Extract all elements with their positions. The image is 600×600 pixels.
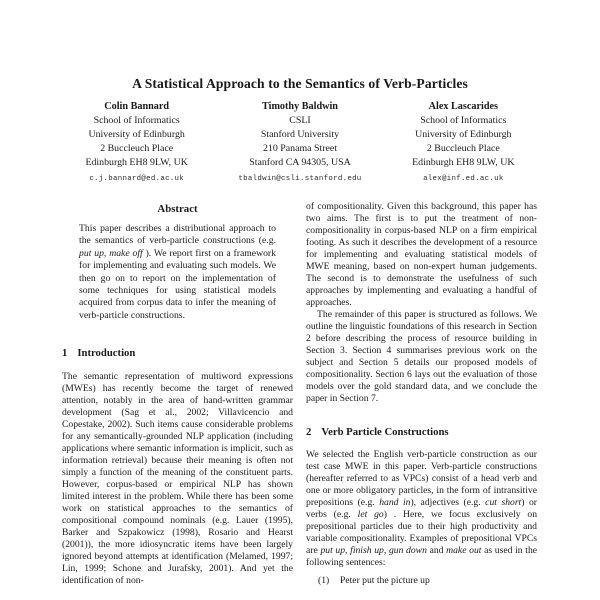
example-text: Peter put the picture up [340,575,430,586]
section-1-number: 1 [62,347,68,360]
author-affiliation-line: School of Informatics [420,115,507,126]
author-affiliation-line: 2 Buccleuch Place [100,142,174,154]
outline-paragraph: The remainder of this paper is structured as follows. We outline the linguistic foundations of this research in Section 2 before describing the process of resource building in Section 3. Section 4 summarises previous work on the subject and Section 5 details our proposed models of compositionality. Section 6 lays out the evaluation of those models over the gold standard data, and we conclude the paper in Section 7. [306,309,537,404]
right-column [306,199,537,600]
left-column [62,199,293,600]
author-affiliation-line: Edinburgh EH8 9LW, UK [412,156,515,168]
author-affiliation-line: University of Edinburgh [88,128,185,140]
author-email: c.j.bannard@ed.ac.uk [89,174,185,183]
abstract-text: This paper describes a distributional approach to the semantics of verb-particle constructions (e.g. put up, make off ). We report first on a framework for implementing and evaluating such models. We then go on to report on the implementation of some techniques for using statistical models acquired from corpus data to infer the meaning of verb-particle constructions. [79,223,277,321]
author-email: alex@inf.ed.ac.uk [423,174,504,183]
intro-paragraph: The semantic representation of multiword expressions (MWEs) has recently become the target of renewed attention, notably in the area of hand-written grammar development (Sag et al., 2002; Villavicencio and Copestake, 2002). Such items cause considerable problems for any semantically-grounded NLP application (including applications where semantic information is implicit, such as information retrieval) because their meaning is often not simply a function of the meaning of the constituent parts. However, corpus-based or empirical NLP has shown limited interest in the problem. While there has been some work on statistical approaches to the semantics of compositional compound nominals (e.g. Lauer (1995), Barker and Szpakowicz (1998), Rosario and Hearst (2001)), the more idiosyncratic items have been largely ignored beyond attempts at identification (Melamed, 1997; Lin, 1999; Schone and Jurafsky, 2001). And yet the identification of non- [62,371,293,587]
section-2-heading [306,426,537,439]
author-affiliation-line: School of Informatics [93,115,180,126]
paper-title: A Statistical Approach to the Semantics of Verb-Particles [132,76,468,91]
example-number: (1) [318,575,330,586]
author-name: Timothy Baldwin [262,101,338,112]
author-affiliation-line: CSLI [289,115,311,126]
section-1-heading [62,347,293,360]
author-affiliation-line: 210 Panama Street [262,142,338,154]
author-affiliation-line: Stanford CA 94305, USA [249,156,351,168]
section-2-number: 2 [306,426,312,438]
author-name: Alex Lascarides [428,101,498,112]
body-columns [62,199,537,600]
author-affiliation-line: Stanford University [260,128,340,140]
section-1-title: Introduction [77,347,136,360]
authors-row [55,100,545,183]
vpc-paragraph: We selected the English verb-particle construction as our test case MWE in this paper. Verb-particle constructions (hereafter referred to as VPCs) consist of a head verb and one or more obligatory particles, in the form of intransitive prepositions (e.g. hand in), adjectives (e.g. cut short) or verbs (e.g. let go) . Here, we focus exclusively on prepositional particles due to their high productivity and variable compositionality. Examples of prepositional VPCs are put up, finish up, gun down and make out as used in the following sentences: [306,449,537,568]
continuation-paragraph: of compositionality. Given this background, this paper has two aims. The first is to put the treatment of non-compositionality in corpus-based NLP on a firm empirical footing. As such it describes the development of a resource for implementing and evaluating statistical models of MWE meaning, based on non-expert human judgements. The second is to demonstrate the usefulness of such approaches by implementing and evaluating a handful of approaches. [306,201,537,308]
author-block-bannard [55,100,218,183]
section-2-title: Verb Particle Constructions [321,426,449,438]
abstract-heading: Abstract [157,203,198,215]
author-affiliation-line: 2 Buccleuch Place [426,142,500,154]
author-email: tbaldwin@csli.stanford.edu [238,174,362,183]
author-block-baldwin [218,100,381,183]
author-block-lascarides [382,100,545,183]
author-name: Colin Bannard [104,101,170,112]
author-affiliation-line: University of Edinburgh [415,128,512,140]
author-affiliation-line: Edinburgh EH8 9LW, UK [85,156,188,168]
example-sentence-1 [306,575,537,587]
